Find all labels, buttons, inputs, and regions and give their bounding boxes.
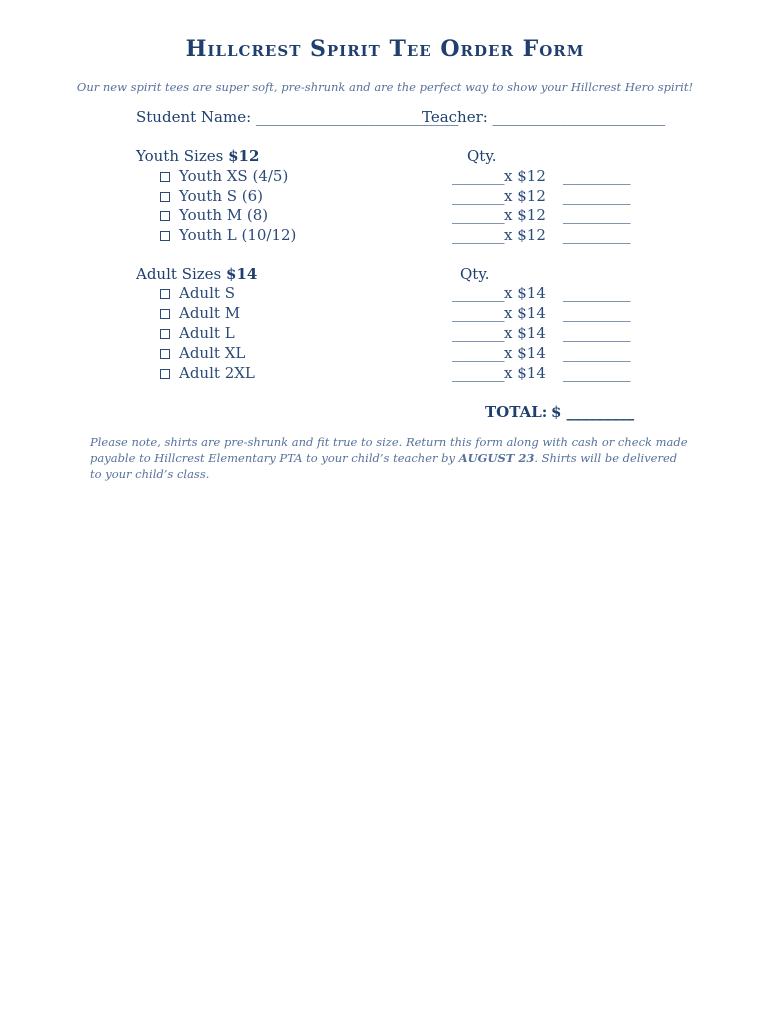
adult-size-option[interactable] [160,284,235,302]
note-text-1: Please note, shirts are pre-shrunk and fit true to size. Return this form along with cash or check made payable to Hillcrest Elementary PTA to your child’s teacher by [90,435,688,465]
youth-price-heading: $12 [228,147,260,165]
youth-size-option[interactable] [160,167,288,185]
adult-sizes-label: Adult Sizes [136,265,222,283]
youth-size-option[interactable] [160,187,263,205]
form-title: Hillcrest Spirit Tee Order Form [185,36,585,62]
quantity-field[interactable]: _______ [452,167,505,185]
quantity-field[interactable]: _______ [452,206,505,225]
subtotal-field[interactable]: _________ [563,343,631,362]
youth-sizes-heading [136,147,259,165]
unit-price: x $14 [504,284,546,302]
adult-qty-heading: Qty. [460,265,490,283]
youth-size-option[interactable] [160,226,296,244]
adult-size-option[interactable] [160,304,240,322]
adult-size-option[interactable] [160,364,255,382]
checkbox[interactable] [160,211,170,221]
unit-price: x $12 [504,206,546,225]
quantity-field[interactable]: _______ [452,226,505,245]
size-label: Youth M (8) [179,206,269,225]
total-value-field[interactable]: $ _________ [551,403,635,421]
unit-price: x $12 [504,226,546,245]
size-label: Adult M [179,303,241,322]
unit-price: x $14 [504,303,546,322]
quantity-field[interactable]: _______ [452,284,505,302]
deadline-date: AUGUST 23 [458,451,535,465]
student-name-field[interactable]: Student Name: ___________________________ [136,108,459,126]
checkbox[interactable] [160,349,170,359]
subtotal-field[interactable]: _________ [563,206,631,225]
size-label: Adult S [179,284,235,302]
adult-sizes-heading [136,265,257,283]
size-label: Adult 2XL [179,363,255,382]
unit-price: x $14 [504,343,546,362]
subtotal-field[interactable]: _________ [563,323,631,342]
quantity-field[interactable]: _______ [452,323,505,342]
youth-sizes-label: Youth Sizes [136,147,224,165]
size-label: Youth S (6) [179,186,264,205]
unit-price: x $12 [504,167,546,185]
checkbox[interactable] [160,172,170,182]
checkbox[interactable] [160,369,170,379]
checkbox[interactable] [160,309,170,319]
adult-size-option[interactable] [160,324,235,342]
subtotal-field[interactable]: _________ [563,186,631,205]
size-label: Youth L (10/12) [179,226,297,245]
youth-size-option[interactable] [160,206,268,224]
quantity-field[interactable]: _______ [452,303,505,322]
checkbox[interactable] [160,289,170,299]
checkbox[interactable] [160,192,170,202]
note-paragraph [90,434,690,482]
checkbox[interactable] [160,231,170,241]
subtotal-field[interactable]: _________ [563,226,631,245]
subtotal-field[interactable]: _________ [563,363,631,382]
adult-price-heading: $14 [226,265,258,283]
youth-qty-heading: Qty. [467,147,497,165]
unit-price: x $14 [504,363,546,382]
subtotal-field[interactable]: _________ [563,284,631,302]
size-label: Adult XL [179,343,246,362]
subtotal-field[interactable]: _________ [563,167,631,185]
subtotal-field[interactable]: _________ [563,303,631,322]
checkbox[interactable] [160,329,170,339]
quantity-field[interactable]: _______ [452,343,505,362]
adult-size-option[interactable] [160,344,245,362]
size-label: Youth XS (4/5) [179,167,289,185]
quantity-field[interactable]: _______ [452,363,505,382]
size-label: Adult L [179,323,235,342]
form-subtitle: Our new spirit tees are super soft, pre-shrunk and are the perfect way to show your Hillcrest Hero spirit! [76,80,694,94]
unit-price: x $12 [504,186,546,205]
note-text-2: . Shirts will be delivered to your child’s class. [90,451,678,481]
total-label: TOTAL: [485,403,548,421]
quantity-field[interactable]: _______ [452,186,505,205]
teacher-field[interactable]: Teacher: _______________________ [422,108,666,126]
unit-price: x $14 [504,323,546,342]
